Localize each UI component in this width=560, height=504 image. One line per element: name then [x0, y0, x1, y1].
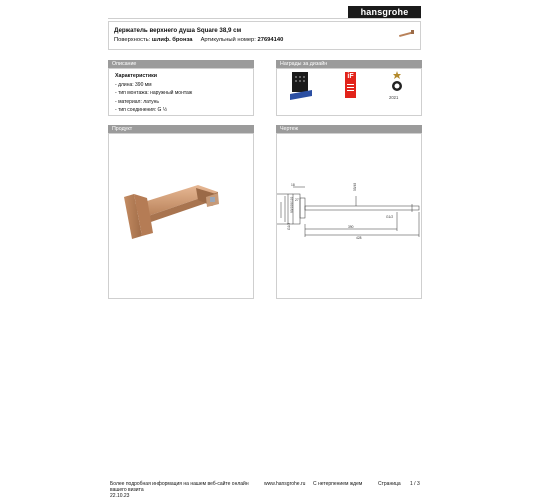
dim-g12-right: G1/2	[386, 215, 394, 219]
technical-drawing	[276, 178, 422, 240]
product-header: Продукт	[108, 125, 254, 133]
footer-info-text: Более подробная информация на нашем веб-сайте онлайн	[110, 481, 249, 487]
awards-header: Награды за дизайн	[276, 60, 422, 68]
feature-connection: - тип соединения: G ½	[115, 106, 192, 114]
award-year: 2021	[389, 95, 399, 100]
dim-18: 18	[291, 183, 295, 187]
dim-55-49: 55/49	[353, 182, 357, 191]
product-title: Держатель верхнего душа Square 38,9 см	[114, 27, 242, 34]
feature-material: - материал: латунь	[115, 98, 192, 106]
surface-value: шлиф. бронза	[151, 37, 193, 43]
product-title-box	[108, 21, 421, 50]
footer-wait-text: С нетерпением ждем	[313, 481, 363, 487]
product-subtitle	[114, 37, 283, 43]
product-thumbnail-icon	[398, 28, 416, 38]
footer-page-number: 1 / 3	[410, 481, 420, 487]
feature-length: - длина: 390 мм	[115, 81, 192, 89]
hansgrohe-logo: hansgrohe	[348, 6, 421, 18]
dim-428: 428	[356, 236, 362, 240]
dim-27: 27	[295, 198, 299, 202]
if-award-label: iF	[347, 73, 354, 80]
footer-page-label: Страница	[378, 481, 401, 487]
footer-date: 22.10.23	[110, 493, 130, 499]
dim-90-100-110: 90/100/110	[290, 196, 294, 213]
product-image	[120, 175, 230, 240]
drawing-header: Чертеж	[276, 125, 422, 133]
dim-390: 390	[348, 225, 354, 229]
dim-g12-left: G1/2	[287, 222, 291, 230]
description-header: Описание	[108, 60, 254, 68]
surface-label: Поверхность:	[114, 37, 151, 43]
if-award-icon	[345, 72, 356, 98]
design-award-icon	[290, 72, 312, 104]
features-title: Характеристики	[115, 73, 158, 79]
article-value: 27694140	[257, 37, 284, 43]
footer-visit-text: вашего визита	[110, 487, 144, 493]
feature-mounting: - тип монтажа: наружный монтаж	[115, 89, 192, 97]
header-divider	[108, 18, 421, 19]
features-list	[115, 81, 192, 115]
german-design-award-icon	[390, 71, 404, 95]
footer-website-link[interactable]: www.hansgrohe.ru	[264, 481, 306, 487]
article-label: Артикульный номер:	[200, 37, 256, 43]
